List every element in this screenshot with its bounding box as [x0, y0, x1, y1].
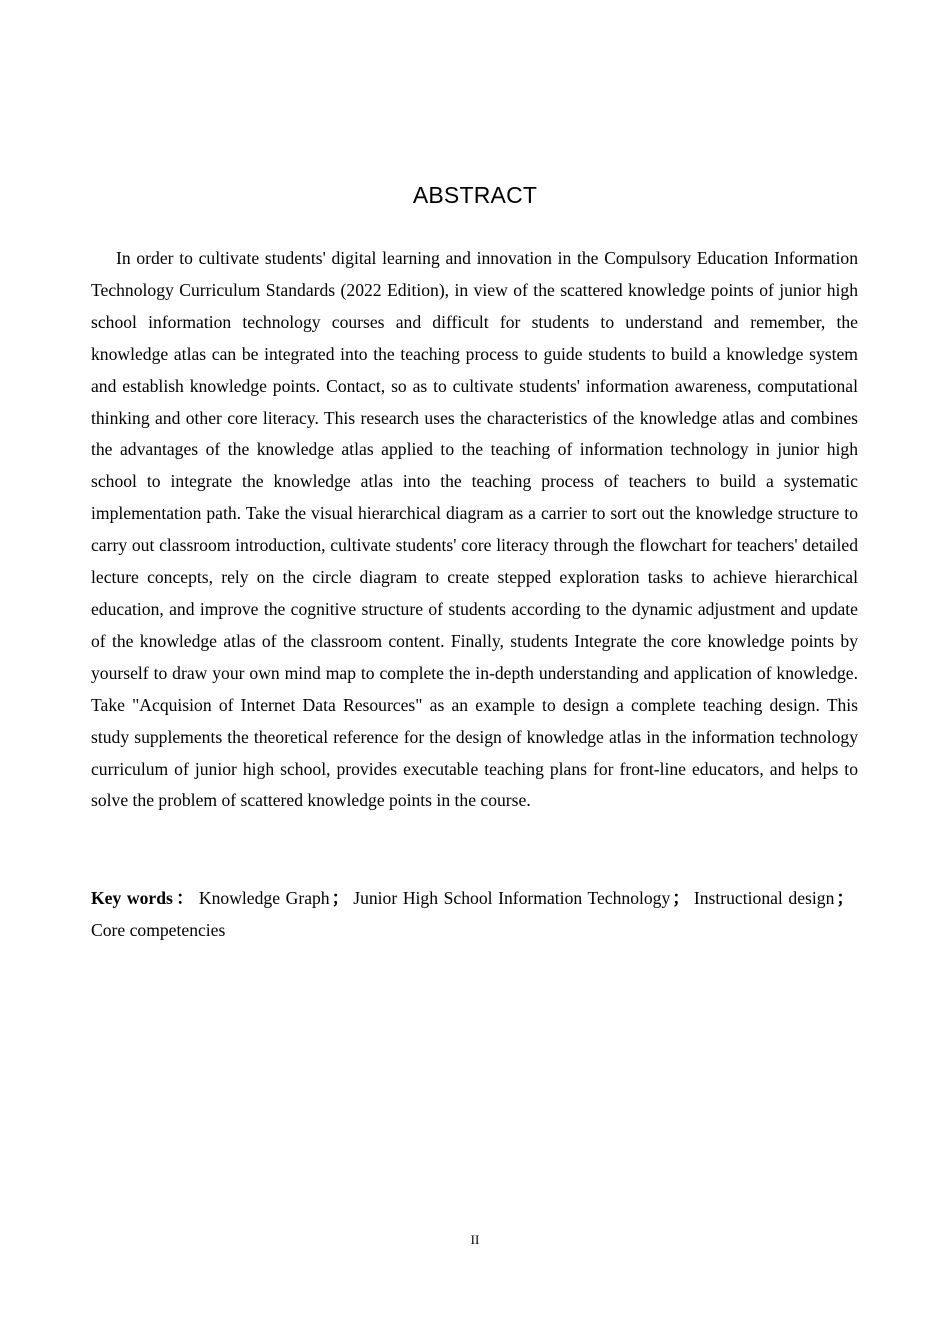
keywords-line — [91, 882, 858, 946]
abstract-body: In order to cultivate students' digital learning and innovation in the Compulsory Education Information Technology Curriculum Standards (2022 Edition), in view of the scattered knowledge points of junior high school information technology courses and difficult for students to understand and remember, the knowledge atlas can be integrated into the teaching process to guide students to build a knowledge system and establish knowledge points. Contact, so as to cultivate students' information awareness, computational thinking and other core literacy. This research uses the characteristics of the knowledge atlas and combines the advantages of the knowledge atlas applied to the teaching of information technology in junior high school to integrate the knowledge atlas into the teaching process of teachers to build a systematic implementation path. Take the visual hierarchical diagram as a carrier to sort out the knowledge structure to carry out classroom introduction, cultivate students' core literacy through the flowchart for teachers' detailed lecture concepts, rely on the circle diagram to create stepped exploration tasks to achieve hierarchical education, and improve the cognitive structure of students according to the dynamic adjustment and update of the knowledge atlas of the classroom content. Finally, students Integrate the core knowledge points by yourself to draw your own mind map to complete the in-depth understanding and application of knowledge. Take "Acquision of Internet Data Resources" as an example to design a complete teaching design. This study supplements the theoretical reference for the design of knowledge atlas in the information technology curriculum of junior high school, provides executable teaching plans for front-line educators, and helps to solve the problem of scattered knowledge points in the course. — [91, 248, 858, 811]
abstract-title: ABSTRACT — [412, 182, 538, 208]
keywords-label: Key words — [91, 888, 173, 908]
page-number: II — [470, 1232, 480, 1247]
keyword-item: Knowledge Graph — [198, 888, 330, 908]
keyword-item: Core competencies — [91, 920, 226, 940]
keyword-item: Instructional design — [693, 888, 835, 908]
keyword-separator: ； — [672, 888, 690, 908]
keyword-separator: ； — [836, 888, 854, 908]
keyword-separator: ； — [331, 888, 350, 908]
keyword-item: Junior High School Information Technology — [353, 888, 671, 908]
keywords-label-separator: ： — [174, 888, 195, 908]
